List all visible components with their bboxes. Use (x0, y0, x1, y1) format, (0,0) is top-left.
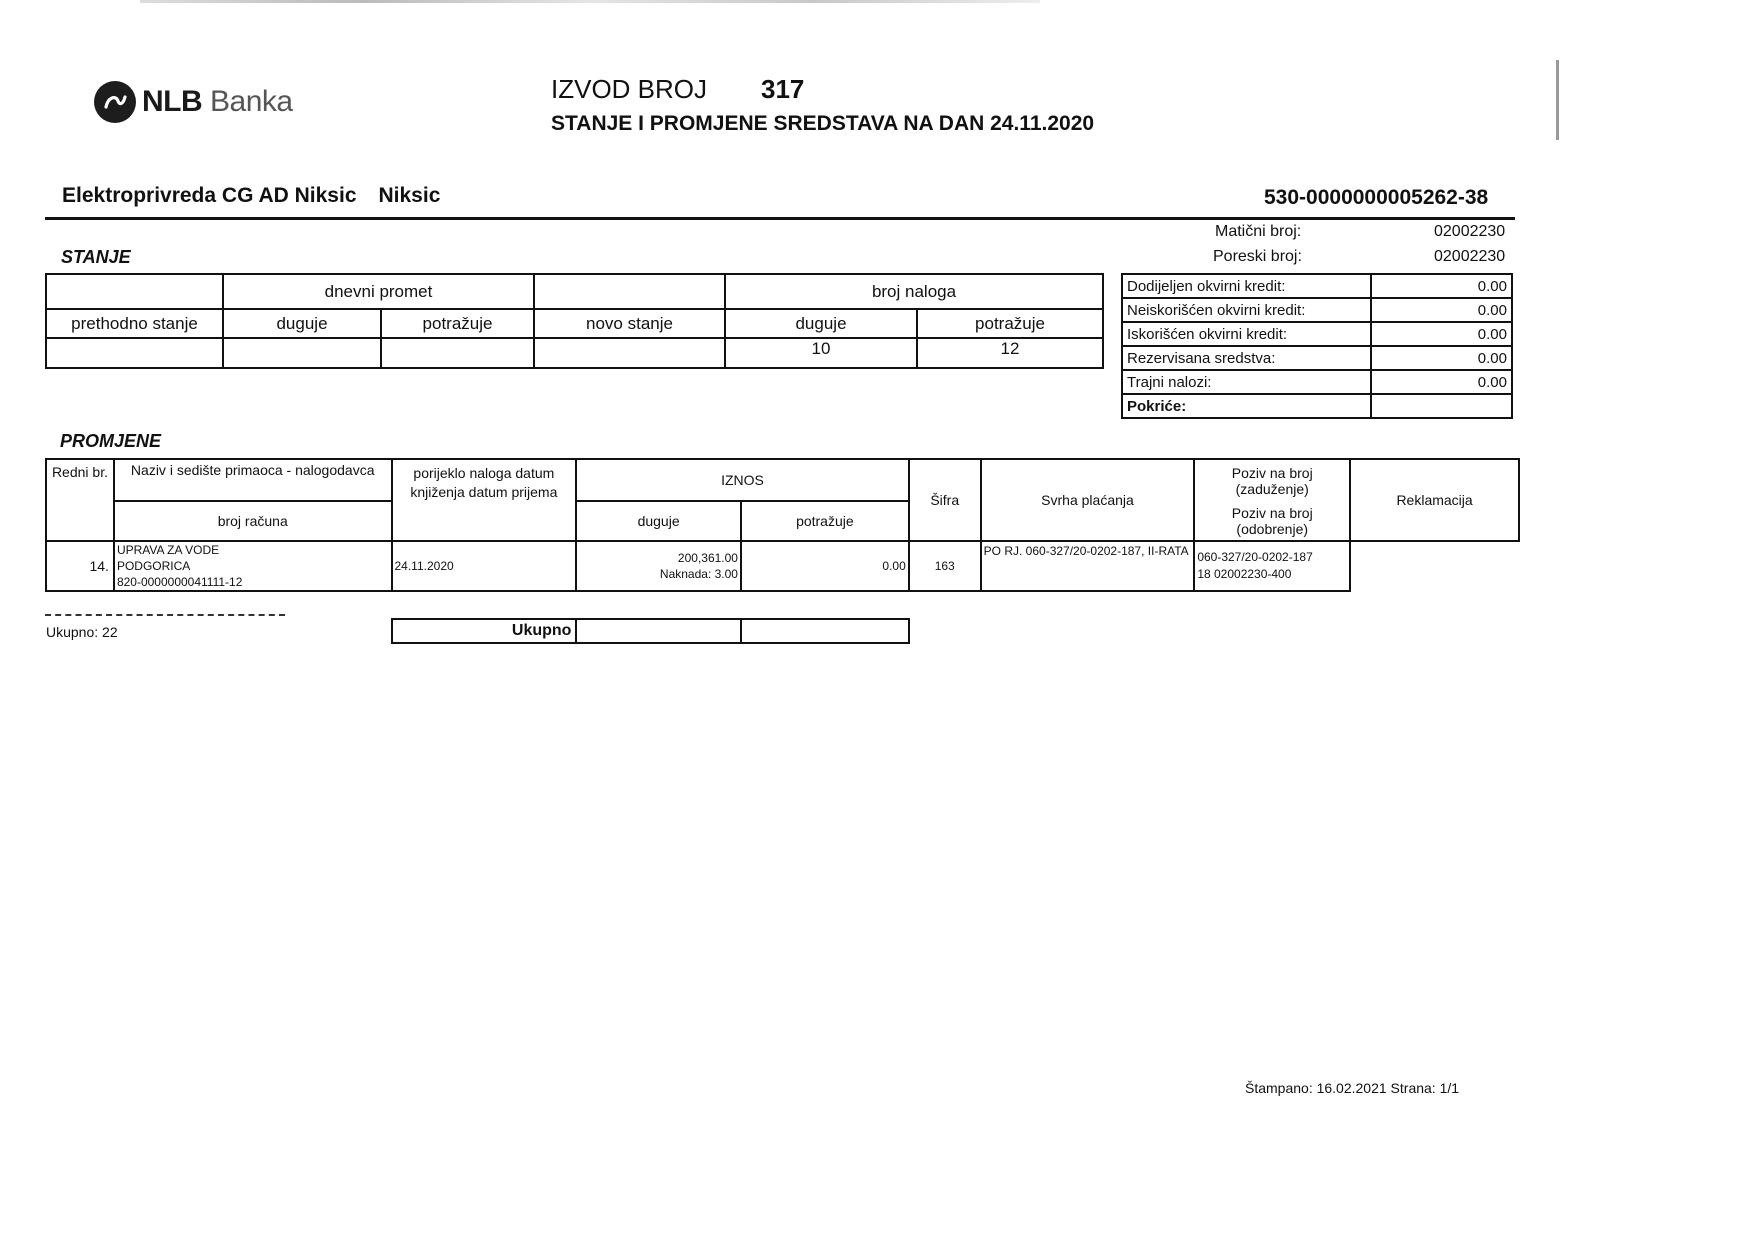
client-name: Elektroprivreda CG AD Niksic Niksic (62, 184, 441, 207)
redni-header: Redni br. (46, 459, 114, 541)
row-naknada: Naknada: 3.00 (659, 567, 738, 581)
credit-value (1371, 394, 1512, 418)
bank-logo (94, 80, 293, 124)
duguje-header: duguje (223, 309, 381, 338)
ukupno-count: Ukupno: 22 (46, 624, 118, 640)
porijeklo-header: porijeklo naloga datum knjiženja datum prijema (392, 459, 577, 541)
statement-number: 317 (761, 74, 805, 104)
client-city: Niksic (378, 184, 441, 207)
maticni-value: 02002230 (1434, 223, 1506, 240)
credit-label: Rezervisana sredstva: (1122, 346, 1371, 370)
statement-subtitle: STANJE I PROMJENE SREDSTAVA NA DAN 24.11.2020 (551, 112, 1095, 135)
svrha-header: Svrha plaćanja (981, 459, 1195, 541)
bank-name: NLB Banka (142, 85, 293, 118)
nlb-logo-icon (94, 81, 136, 123)
potrazuje-value (381, 338, 534, 368)
stanje-title: STANJE (61, 247, 131, 267)
row-svrha: PO RJ. 060-327/20-0202-187, II-RATA (981, 541, 1195, 591)
statement-title: IZVOD BROJ 317 (551, 74, 805, 104)
broj-racuna-header: broj računa (114, 501, 392, 541)
broj-naloga-header: broj naloga (725, 274, 1103, 309)
row-reklamacija (1350, 541, 1519, 591)
promjene-title: PROMJENE (60, 431, 162, 451)
iznos-potrazuje-header: potražuje (741, 501, 909, 541)
poziv-zaduzenje-header: Poziv na broj (zaduženje) (1194, 459, 1350, 501)
naloga-potrazuje-value: 12 (917, 338, 1103, 368)
novo-stanje-header: novo stanje (534, 309, 725, 338)
prethodno-stanje-header: prethodno stanje (46, 309, 223, 338)
ukupno-duguje (576, 619, 740, 643)
naloga-duguje-value: 10 (725, 338, 917, 368)
credit-value: 0.00 (1371, 298, 1512, 322)
stanje-empty-cell (46, 274, 223, 309)
sifra-header: Šifra (909, 459, 981, 541)
ukupno-table (391, 618, 910, 644)
credit-label: Neiskorišćen okvirni kredit: (1122, 298, 1371, 322)
scan-artifact-top (140, 0, 1040, 3)
potrazuje-header: potražuje (381, 309, 534, 338)
row-naziv: UPRAVA ZA VODE PODGORICA 820-0000000041111-12 (114, 541, 392, 591)
header-divider (45, 217, 1515, 220)
row-racun: 820-0000000041111-12 (116, 575, 243, 589)
row-duguje: 200,361.00 Naknada: 3.00 (576, 541, 741, 591)
promjene-table (45, 458, 1520, 592)
credit-label: Iskorišćen okvirni kredit: (1122, 322, 1371, 346)
credit-value: 0.00 (1371, 322, 1512, 346)
scan-artifact-right (1556, 60, 1559, 140)
naloga-potrazuje-header: potražuje (917, 309, 1103, 338)
separator-dashes (45, 614, 285, 616)
duguje-value (223, 338, 381, 368)
ukupno-potrazuje (741, 619, 909, 643)
stanje-empty-cell (534, 274, 725, 309)
credit-value: 0.00 (1371, 346, 1512, 370)
poreski-value: 02002230 (1434, 248, 1506, 265)
row-potrazuje: 0.00 (741, 541, 909, 591)
credit-table (1121, 273, 1513, 419)
row-datum: 24.11.2020 (392, 541, 577, 591)
row-redni: 14. (46, 541, 114, 591)
reklamacija-header: Reklamacija (1350, 459, 1519, 541)
poziv-odobrenje-header: Poziv na broj (odobrenje) (1194, 501, 1350, 541)
printed-info: Štampano: 16.02.2021 Strana: 1/1 (1245, 1080, 1460, 1096)
poreski-label: Poreski broj: (1213, 248, 1302, 265)
row-poziv: 060-327/20-0202-187 18 02002230-400 (1194, 541, 1350, 591)
ukupno-label: Ukupno (392, 619, 576, 643)
credit-label: Dodijeljen okvirni kredit: (1122, 274, 1371, 298)
credit-value: 0.00 (1371, 274, 1512, 298)
table-row (46, 541, 1519, 591)
credit-label: Trajni nalozi: (1122, 370, 1371, 394)
stanje-table (45, 273, 1104, 369)
dnevni-promet-header: dnevni promet (223, 274, 534, 309)
iznos-duguje-header: duguje (576, 501, 741, 541)
prethodno-stanje-value (46, 338, 223, 368)
novo-stanje-value (534, 338, 725, 368)
row-sifra: 163 (909, 541, 981, 591)
maticni-label: Matični broj: (1215, 223, 1302, 240)
client-account: 530-0000000005262-38 (1264, 186, 1489, 209)
naziv-header: Naziv i sedište primaoca - nalogodavca (114, 459, 392, 501)
naloga-duguje-header: duguje (725, 309, 917, 338)
iznos-header: IZNOS (576, 459, 909, 501)
credit-label: Pokriće: (1122, 394, 1371, 418)
credit-value: 0.00 (1371, 370, 1512, 394)
